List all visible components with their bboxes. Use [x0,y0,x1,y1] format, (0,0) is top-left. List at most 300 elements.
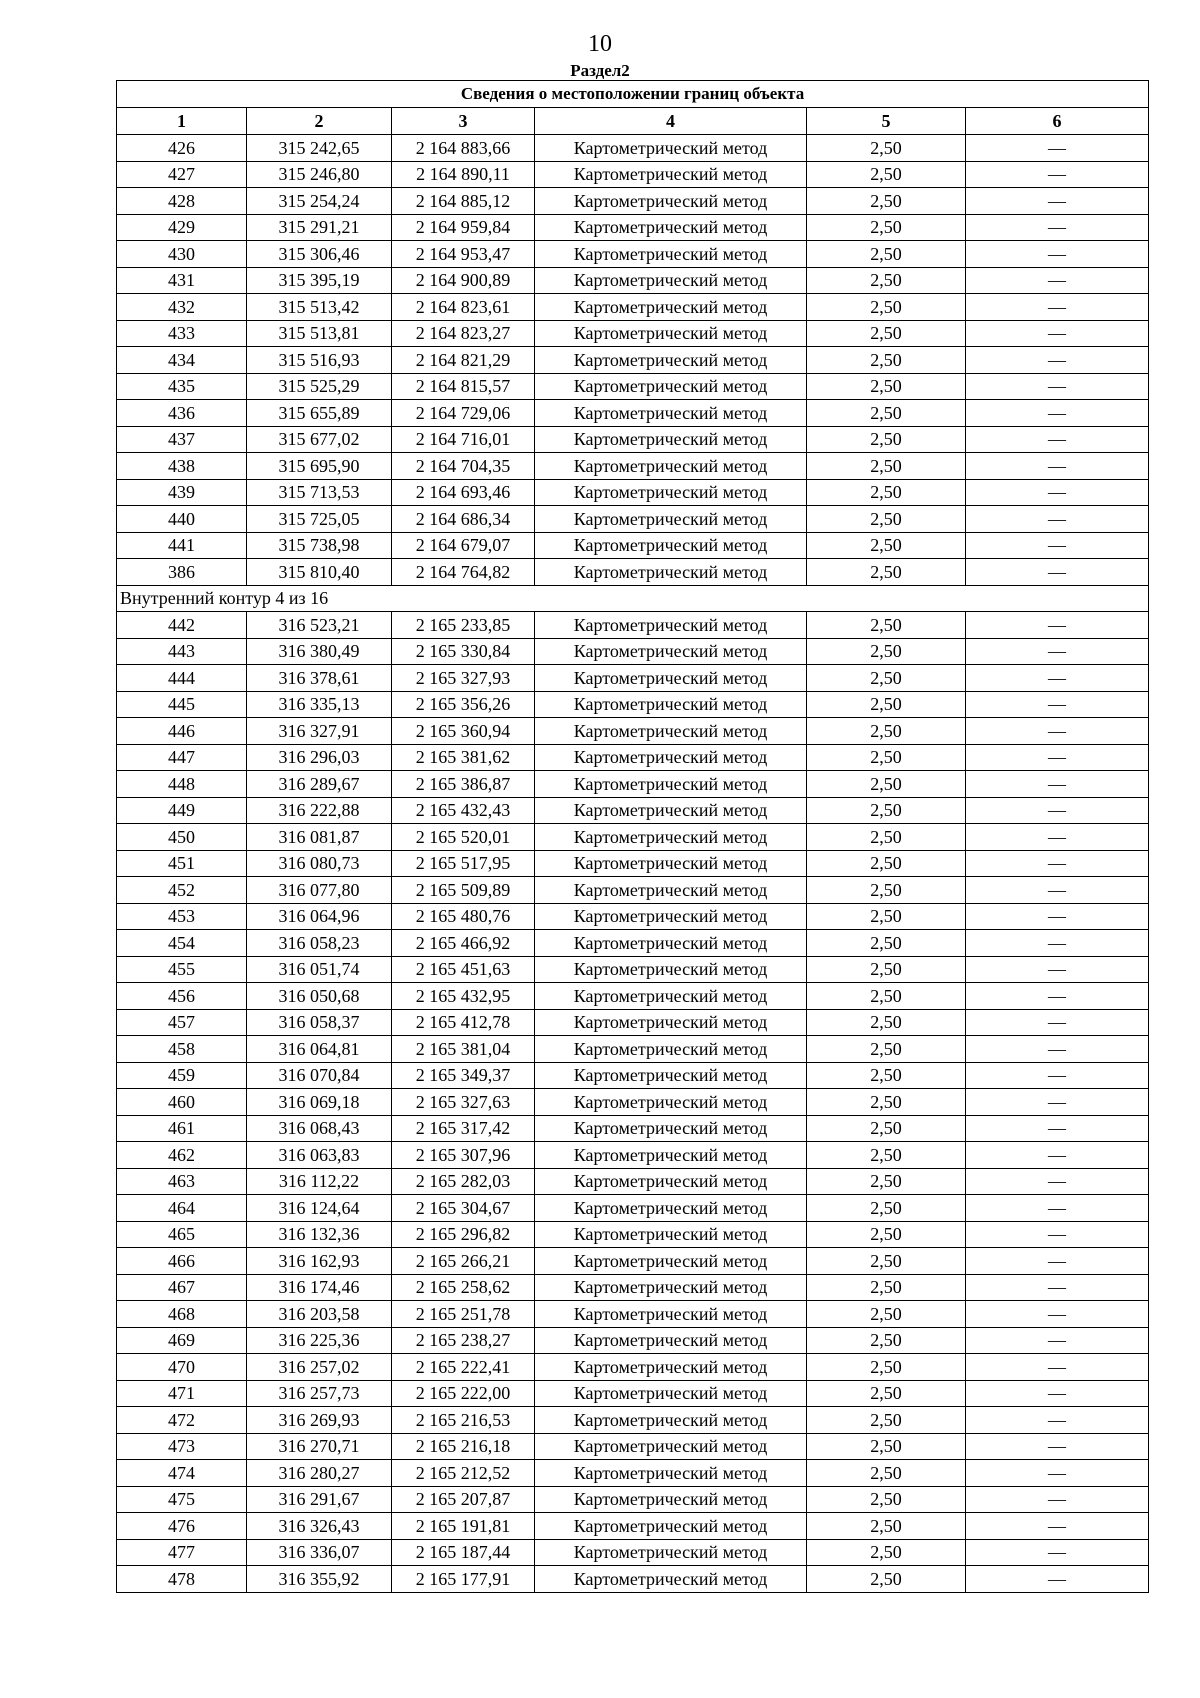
y-coordinate-cell: 2 165 327,93 [392,665,535,692]
x-coordinate-cell: 316 112,22 [247,1168,392,1195]
x-coordinate-cell: 316 070,84 [247,1062,392,1089]
y-coordinate-cell: 2 165 412,78 [392,1009,535,1036]
point-number-cell: 386 [117,559,247,586]
accuracy-cell: 2,50 [807,267,966,294]
table-row [117,1009,1149,1036]
accuracy-cell: 2,50 [807,691,966,718]
x-coordinate-cell: 316 069,18 [247,1089,392,1116]
table-row [117,1513,1149,1540]
point-number-cell: 430 [117,241,247,268]
x-coordinate-cell: 316 132,36 [247,1221,392,1248]
y-coordinate-cell: 2 164 704,35 [392,453,535,480]
accuracy-cell: 2,50 [807,1433,966,1460]
accuracy-cell: 2,50 [807,506,966,533]
method-cell: Картометрический метод [535,983,807,1010]
table-title-row [117,81,1149,108]
description-cell: — [966,1301,1149,1328]
point-number-cell: 434 [117,347,247,374]
y-coordinate-cell: 2 165 381,04 [392,1036,535,1063]
y-coordinate-cell: 2 164 729,06 [392,400,535,427]
x-coordinate-cell: 316 327,91 [247,718,392,745]
point-number-cell: 436 [117,400,247,427]
y-coordinate-cell: 2 164 764,82 [392,559,535,586]
column-header: 2 [247,108,392,135]
point-number-cell: 463 [117,1168,247,1195]
table-row [117,1539,1149,1566]
y-coordinate-cell: 2 164 959,84 [392,214,535,241]
point-number-cell: 427 [117,161,247,188]
x-coordinate-cell: 316 291,67 [247,1486,392,1513]
y-coordinate-cell: 2 165 520,01 [392,824,535,851]
x-coordinate-cell: 316 162,93 [247,1248,392,1275]
description-cell: — [966,241,1149,268]
accuracy-cell: 2,50 [807,1513,966,1540]
point-number-cell: 476 [117,1513,247,1540]
accuracy-cell: 2,50 [807,824,966,851]
method-cell: Картометрический метод [535,161,807,188]
description-cell: — [966,1433,1149,1460]
x-coordinate-cell: 316 174,46 [247,1274,392,1301]
point-number-cell: 440 [117,506,247,533]
table-row [117,161,1149,188]
description-cell: — [966,506,1149,533]
y-coordinate-cell: 2 164 686,34 [392,506,535,533]
description-cell: — [966,691,1149,718]
description-cell: — [966,294,1149,321]
x-coordinate-cell: 316 051,74 [247,956,392,983]
point-number-cell: 473 [117,1433,247,1460]
table-row [117,1433,1149,1460]
table-row [117,612,1149,639]
table-row [117,1274,1149,1301]
x-coordinate-cell: 316 077,80 [247,877,392,904]
description-cell: — [966,347,1149,374]
accuracy-cell: 2,50 [807,983,966,1010]
y-coordinate-cell: 2 165 451,63 [392,956,535,983]
table-row [117,850,1149,877]
table-row [117,1301,1149,1328]
point-number-cell: 458 [117,1036,247,1063]
accuracy-cell: 2,50 [807,188,966,215]
table-row [117,797,1149,824]
description-cell: — [966,1354,1149,1381]
method-cell: Картометрический метод [535,347,807,374]
y-coordinate-cell: 2 165 466,92 [392,930,535,957]
accuracy-cell: 2,50 [807,320,966,347]
description-cell: — [966,532,1149,559]
table-row [117,347,1149,374]
table-header-row [117,108,1149,135]
y-coordinate-cell: 2 165 187,44 [392,1539,535,1566]
table-row [117,1142,1149,1169]
y-coordinate-cell: 2 165 251,78 [392,1301,535,1328]
x-coordinate-cell: 315 291,21 [247,214,392,241]
method-cell: Картометрический метод [535,877,807,904]
table-row [117,1380,1149,1407]
accuracy-cell: 2,50 [807,1168,966,1195]
x-coordinate-cell: 315 513,81 [247,320,392,347]
point-number-cell: 466 [117,1248,247,1275]
table-row [117,532,1149,559]
description-cell: — [966,1460,1149,1487]
point-number-cell: 426 [117,135,247,162]
accuracy-cell: 2,50 [807,161,966,188]
table-row [117,824,1149,851]
y-coordinate-cell: 2 165 304,67 [392,1195,535,1222]
method-cell: Картометрический метод [535,1301,807,1328]
y-coordinate-cell: 2 165 381,62 [392,744,535,771]
table-row [117,1486,1149,1513]
x-coordinate-cell: 316 296,03 [247,744,392,771]
y-coordinate-cell: 2 165 238,27 [392,1327,535,1354]
method-cell: Картометрический метод [535,744,807,771]
x-coordinate-cell: 316 225,36 [247,1327,392,1354]
table-row [117,453,1149,480]
accuracy-cell: 2,50 [807,1539,966,1566]
x-coordinate-cell: 316 203,58 [247,1301,392,1328]
y-coordinate-cell: 2 164 693,46 [392,479,535,506]
accuracy-cell: 2,50 [807,347,966,374]
method-cell: Картометрический метод [535,1354,807,1381]
description-cell: — [966,1486,1149,1513]
point-number-cell: 460 [117,1089,247,1116]
point-number-cell: 449 [117,797,247,824]
x-coordinate-cell: 316 280,27 [247,1460,392,1487]
accuracy-cell: 2,50 [807,400,966,427]
y-coordinate-cell: 2 165 360,94 [392,718,535,745]
y-coordinate-cell: 2 165 317,42 [392,1115,535,1142]
point-number-cell: 431 [117,267,247,294]
description-cell: — [966,718,1149,745]
method-cell: Картометрический метод [535,1168,807,1195]
point-number-cell: 450 [117,824,247,851]
x-coordinate-cell: 316 064,81 [247,1036,392,1063]
x-coordinate-cell: 316 380,49 [247,638,392,665]
description-cell: — [966,135,1149,162]
accuracy-cell: 2,50 [807,1407,966,1434]
x-coordinate-cell: 315 695,90 [247,453,392,480]
point-number-cell: 445 [117,691,247,718]
point-number-cell: 444 [117,665,247,692]
method-cell: Картометрический метод [535,1195,807,1222]
description-cell: — [966,1089,1149,1116]
table-row [117,479,1149,506]
x-coordinate-cell: 315 725,05 [247,506,392,533]
column-header: 4 [535,108,807,135]
point-number-cell: 469 [117,1327,247,1354]
description-cell: — [966,1380,1149,1407]
point-number-cell: 443 [117,638,247,665]
accuracy-cell: 2,50 [807,1460,966,1487]
x-coordinate-cell: 316 326,43 [247,1513,392,1540]
point-number-cell: 461 [117,1115,247,1142]
x-coordinate-cell: 316 058,23 [247,930,392,957]
x-coordinate-cell: 315 513,42 [247,294,392,321]
accuracy-cell: 2,50 [807,559,966,586]
point-number-cell: 478 [117,1566,247,1593]
point-number-cell: 429 [117,214,247,241]
y-coordinate-cell: 2 165 330,84 [392,638,535,665]
point-number-cell: 441 [117,532,247,559]
x-coordinate-cell: 315 516,93 [247,347,392,374]
description-cell: — [966,1062,1149,1089]
table-row [117,506,1149,533]
table-row [117,691,1149,718]
x-coordinate-cell: 316 355,92 [247,1566,392,1593]
x-coordinate-cell: 316 081,87 [247,824,392,851]
method-cell: Картометрический метод [535,665,807,692]
method-cell: Картометрический метод [535,903,807,930]
table-row [117,665,1149,692]
method-cell: Картометрический метод [535,1380,807,1407]
description-cell: — [966,797,1149,824]
method-cell: Картометрический метод [535,373,807,400]
accuracy-cell: 2,50 [807,903,966,930]
description-cell: — [966,161,1149,188]
method-cell: Картометрический метод [535,691,807,718]
x-coordinate-cell: 316 523,21 [247,612,392,639]
method-cell: Картометрический метод [535,1433,807,1460]
method-cell: Картометрический метод [535,453,807,480]
table-row [117,1168,1149,1195]
table-row [117,877,1149,904]
table-row [117,1354,1149,1381]
method-cell: Картометрический метод [535,1089,807,1116]
x-coordinate-cell: 316 269,93 [247,1407,392,1434]
x-coordinate-cell: 316 335,13 [247,691,392,718]
x-coordinate-cell: 315 254,24 [247,188,392,215]
y-coordinate-cell: 2 165 349,37 [392,1062,535,1089]
description-cell: — [966,320,1149,347]
description-cell: — [966,400,1149,427]
table-row [117,1195,1149,1222]
point-number-cell: 477 [117,1539,247,1566]
y-coordinate-cell: 2 164 885,12 [392,188,535,215]
x-coordinate-cell: 315 677,02 [247,426,392,453]
table-row [117,1036,1149,1063]
x-coordinate-cell: 316 050,68 [247,983,392,1010]
accuracy-cell: 2,50 [807,1274,966,1301]
accuracy-cell: 2,50 [807,1327,966,1354]
y-coordinate-cell: 2 165 296,82 [392,1221,535,1248]
accuracy-cell: 2,50 [807,850,966,877]
method-cell: Картометрический метод [535,824,807,851]
accuracy-cell: 2,50 [807,1115,966,1142]
point-number-cell: 465 [117,1221,247,1248]
table-row [117,400,1149,427]
y-coordinate-cell: 2 164 823,61 [392,294,535,321]
x-coordinate-cell: 315 242,65 [247,135,392,162]
method-cell: Картометрический метод [535,241,807,268]
x-coordinate-cell: 316 336,07 [247,1539,392,1566]
description-cell: — [966,1115,1149,1142]
description-cell: — [966,956,1149,983]
method-cell: Картометрический метод [535,1009,807,1036]
contour-subheader-row [117,585,1149,612]
description-cell: — [966,479,1149,506]
x-coordinate-cell: 315 246,80 [247,161,392,188]
point-number-cell: 471 [117,1380,247,1407]
method-cell: Картометрический метод [535,956,807,983]
table-row [117,1062,1149,1089]
accuracy-cell: 2,50 [807,1089,966,1116]
description-cell: — [966,1248,1149,1275]
table-row [117,426,1149,453]
y-coordinate-cell: 2 164 823,27 [392,320,535,347]
point-number-cell: 467 [117,1274,247,1301]
description-cell: — [966,188,1149,215]
accuracy-cell: 2,50 [807,930,966,957]
table-row [117,1089,1149,1116]
method-cell: Картометрический метод [535,612,807,639]
y-coordinate-cell: 2 165 222,00 [392,1380,535,1407]
method-cell: Картометрический метод [535,1327,807,1354]
point-number-cell: 437 [117,426,247,453]
accuracy-cell: 2,50 [807,1062,966,1089]
accuracy-cell: 2,50 [807,956,966,983]
accuracy-cell: 2,50 [807,373,966,400]
accuracy-cell: 2,50 [807,479,966,506]
method-cell: Картометрический метод [535,930,807,957]
description-cell: — [966,559,1149,586]
method-cell: Картометрический метод [535,479,807,506]
y-coordinate-cell: 2 165 480,76 [392,903,535,930]
x-coordinate-cell: 316 124,64 [247,1195,392,1222]
table-row [117,1460,1149,1487]
accuracy-cell: 2,50 [807,1248,966,1275]
table-row [117,1327,1149,1354]
y-coordinate-cell: 2 165 509,89 [392,877,535,904]
accuracy-cell: 2,50 [807,665,966,692]
table-row [117,983,1149,1010]
boundary-coordinates-table [116,80,1149,1593]
accuracy-cell: 2,50 [807,1380,966,1407]
table-row [117,744,1149,771]
x-coordinate-cell: 315 810,40 [247,559,392,586]
method-cell: Картометрический метод [535,294,807,321]
y-coordinate-cell: 2 165 517,95 [392,850,535,877]
accuracy-cell: 2,50 [807,1009,966,1036]
description-cell: — [966,267,1149,294]
accuracy-cell: 2,50 [807,241,966,268]
accuracy-cell: 2,50 [807,797,966,824]
accuracy-cell: 2,50 [807,1221,966,1248]
method-cell: Картометрический метод [535,1221,807,1248]
point-number-cell: 428 [117,188,247,215]
y-coordinate-cell: 2 164 900,89 [392,267,535,294]
y-coordinate-cell: 2 164 815,57 [392,373,535,400]
accuracy-cell: 2,50 [807,1036,966,1063]
y-coordinate-cell: 2 164 953,47 [392,241,535,268]
point-number-cell: 448 [117,771,247,798]
method-cell: Картометрический метод [535,797,807,824]
table-row [117,1566,1149,1593]
description-cell: — [966,1142,1149,1169]
x-coordinate-cell: 315 655,89 [247,400,392,427]
page-number: 10 [588,31,612,57]
table-row [117,956,1149,983]
section-label: Раздел2 [570,61,630,80]
accuracy-cell: 2,50 [807,877,966,904]
point-number-cell: 438 [117,453,247,480]
table-row [117,320,1149,347]
point-number-cell: 453 [117,903,247,930]
method-cell: Картометрический метод [535,771,807,798]
accuracy-cell: 2,50 [807,1566,966,1593]
y-coordinate-cell: 2 165 177,91 [392,1566,535,1593]
table-title: Сведения о местоположении границ объекта [117,81,1149,108]
table-row [117,214,1149,241]
y-coordinate-cell: 2 165 207,87 [392,1486,535,1513]
description-cell: — [966,824,1149,851]
column-header: 3 [392,108,535,135]
point-number-cell: 457 [117,1009,247,1036]
y-coordinate-cell: 2 165 386,87 [392,771,535,798]
accuracy-cell: 2,50 [807,638,966,665]
accuracy-cell: 2,50 [807,744,966,771]
point-number-cell: 452 [117,877,247,904]
point-number-cell: 432 [117,294,247,321]
accuracy-cell: 2,50 [807,532,966,559]
description-cell: — [966,1513,1149,1540]
table-row [117,135,1149,162]
description-cell: — [966,1539,1149,1566]
description-cell: — [966,1009,1149,1036]
description-cell: — [966,453,1149,480]
method-cell: Картометрический метод [535,135,807,162]
description-cell: — [966,877,1149,904]
description-cell: — [966,771,1149,798]
point-number-cell: 470 [117,1354,247,1381]
x-coordinate-cell: 315 738,98 [247,532,392,559]
x-coordinate-cell: 316 257,02 [247,1354,392,1381]
x-coordinate-cell: 315 525,29 [247,373,392,400]
x-coordinate-cell: 316 068,43 [247,1115,392,1142]
accuracy-cell: 2,50 [807,718,966,745]
point-number-cell: 446 [117,718,247,745]
description-cell: — [966,373,1149,400]
method-cell: Картометрический метод [535,718,807,745]
description-cell: — [966,983,1149,1010]
y-coordinate-cell: 2 164 821,29 [392,347,535,374]
description-cell: — [966,1327,1149,1354]
method-cell: Картометрический метод [535,1460,807,1487]
column-header: 1 [117,108,247,135]
point-number-cell: 468 [117,1301,247,1328]
accuracy-cell: 2,50 [807,214,966,241]
point-number-cell: 454 [117,930,247,957]
description-cell: — [966,1274,1149,1301]
method-cell: Картометрический метод [535,426,807,453]
method-cell: Картометрический метод [535,267,807,294]
point-number-cell: 475 [117,1486,247,1513]
y-coordinate-cell: 2 165 432,43 [392,797,535,824]
point-number-cell: 456 [117,983,247,1010]
table-row [117,903,1149,930]
table-row [117,241,1149,268]
description-cell: — [966,214,1149,241]
y-coordinate-cell: 2 164 679,07 [392,532,535,559]
method-cell: Картометрический метод [535,320,807,347]
y-coordinate-cell: 2 165 266,21 [392,1248,535,1275]
x-coordinate-cell: 316 222,88 [247,797,392,824]
point-number-cell: 464 [117,1195,247,1222]
y-coordinate-cell: 2 165 327,63 [392,1089,535,1116]
y-coordinate-cell: 2 165 216,18 [392,1433,535,1460]
x-coordinate-cell: 316 080,73 [247,850,392,877]
table-row [117,638,1149,665]
accuracy-cell: 2,50 [807,1354,966,1381]
